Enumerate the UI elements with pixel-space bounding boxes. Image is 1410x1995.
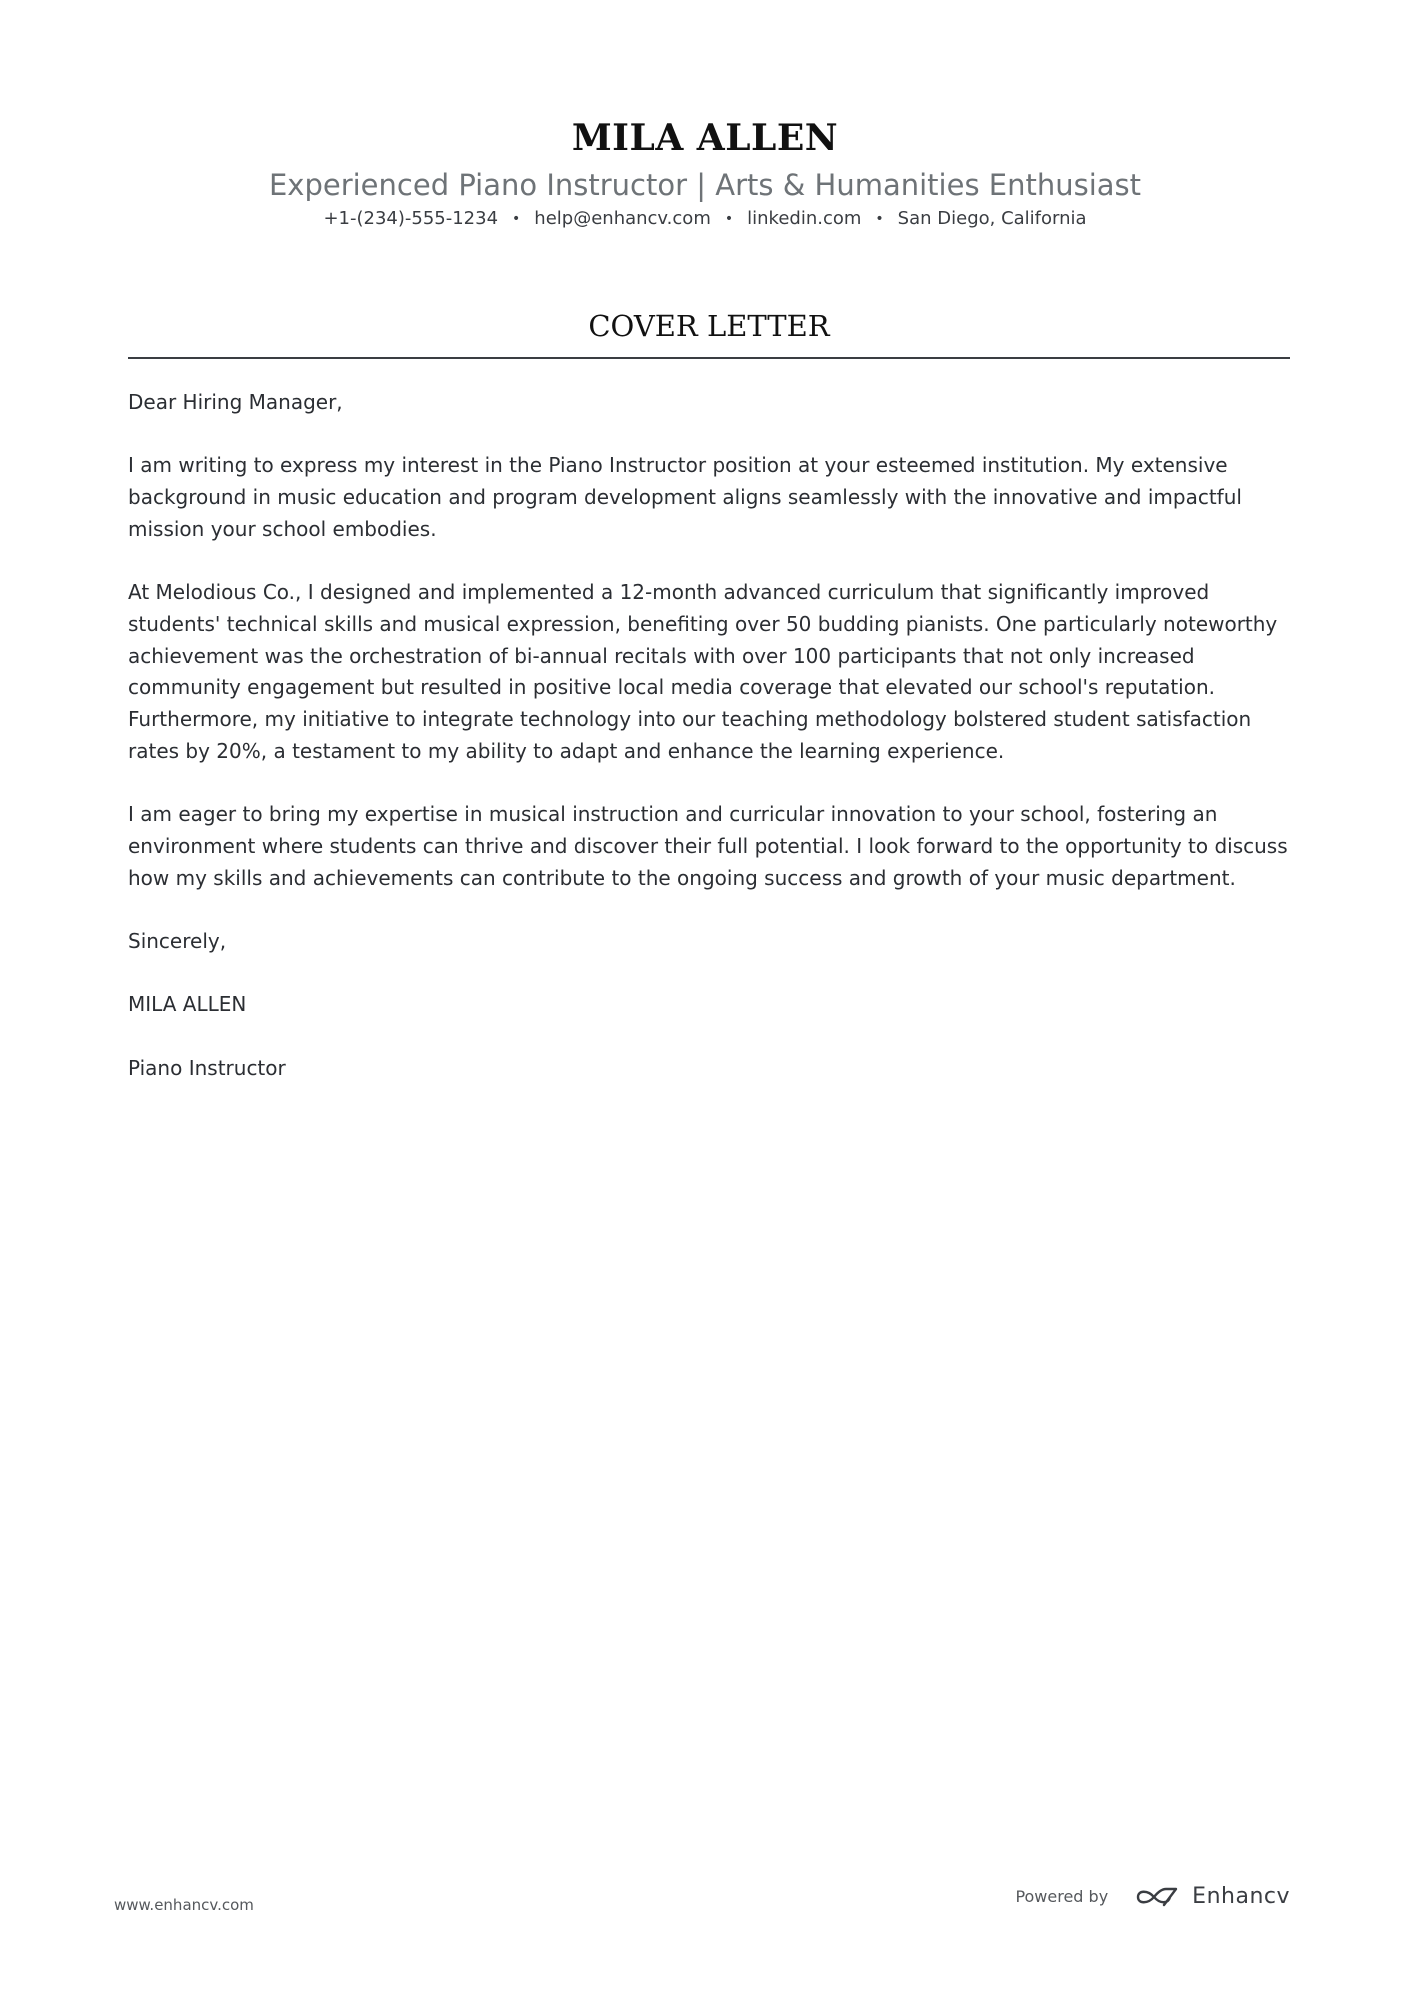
section-divider bbox=[128, 357, 1290, 359]
bullet-separator: • bbox=[512, 211, 521, 227]
bullet-separator: • bbox=[724, 211, 734, 227]
footer-url[interactable]: www.enhancv.com bbox=[114, 1896, 254, 1914]
enhancv-logo-icon bbox=[1134, 1885, 1180, 1909]
applicant-name: MILA ALLEN bbox=[571, 117, 839, 159]
contact-phone: +1-(234)-555-1234 bbox=[323, 208, 499, 229]
applicant-title: Experienced Piano Instructor | Arts & Humanities Enthusiast bbox=[268, 168, 1142, 202]
signature-title: Piano Instructor bbox=[128, 1055, 286, 1080]
letter-paragraph: I am eager to bring my expertise in musical instruction and curricular innovation to your school, fostering an environment where students can thrive and discover their full potential. I look forward to the opportunity to discuss how my skills and achievements can contribute to the ongoing success and growth of your music department. bbox=[128, 802, 1288, 890]
contact-email[interactable]: help@enhancv.com bbox=[534, 208, 711, 229]
salutation: Dear Hiring Manager, bbox=[128, 390, 343, 414]
powered-by bbox=[1015, 1884, 1290, 1909]
letter-paragraph: At Melodious Co., I designed and implemented a 12-month advanced curriculum that significantly improved students' technical skills and musical expression, benefiting over 50 budding pianists. One particularly noteworthy achievement was the orchestration of bi-annual recitals with over 100 participants that not only increased community engagement but resulted in positive local media coverage that elevated our school's reputation. Furthermore, my initiative to integrate technology into our teaching methodology bolstered student satisfaction rates by 20%, a testament to my ability to adapt and enhance the learning experience. bbox=[128, 580, 1278, 763]
powered-by-label: Powered by bbox=[1015, 1887, 1109, 1906]
bullet-separator: • bbox=[875, 211, 884, 227]
signature-name: MILA ALLEN bbox=[128, 992, 247, 1017]
letter-body bbox=[128, 387, 1290, 1116]
letter-paragraph: I am writing to express my interest in the Piano Instructor position at your esteemed institution. My extensive background in music education and program development aligns seamlessly with the innovative and impactful mission your school embodies. bbox=[128, 453, 1242, 541]
contact-linkedin[interactable]: linkedin.com bbox=[747, 208, 862, 229]
section-heading: COVER LETTER bbox=[588, 309, 830, 343]
header bbox=[0, 112, 1410, 232]
enhancv-brand: Enhancv bbox=[1192, 1884, 1290, 1909]
contact-line bbox=[0, 206, 1410, 232]
contact-location: San Diego, California bbox=[897, 208, 1087, 229]
closing: Sincerely, bbox=[128, 928, 227, 953]
